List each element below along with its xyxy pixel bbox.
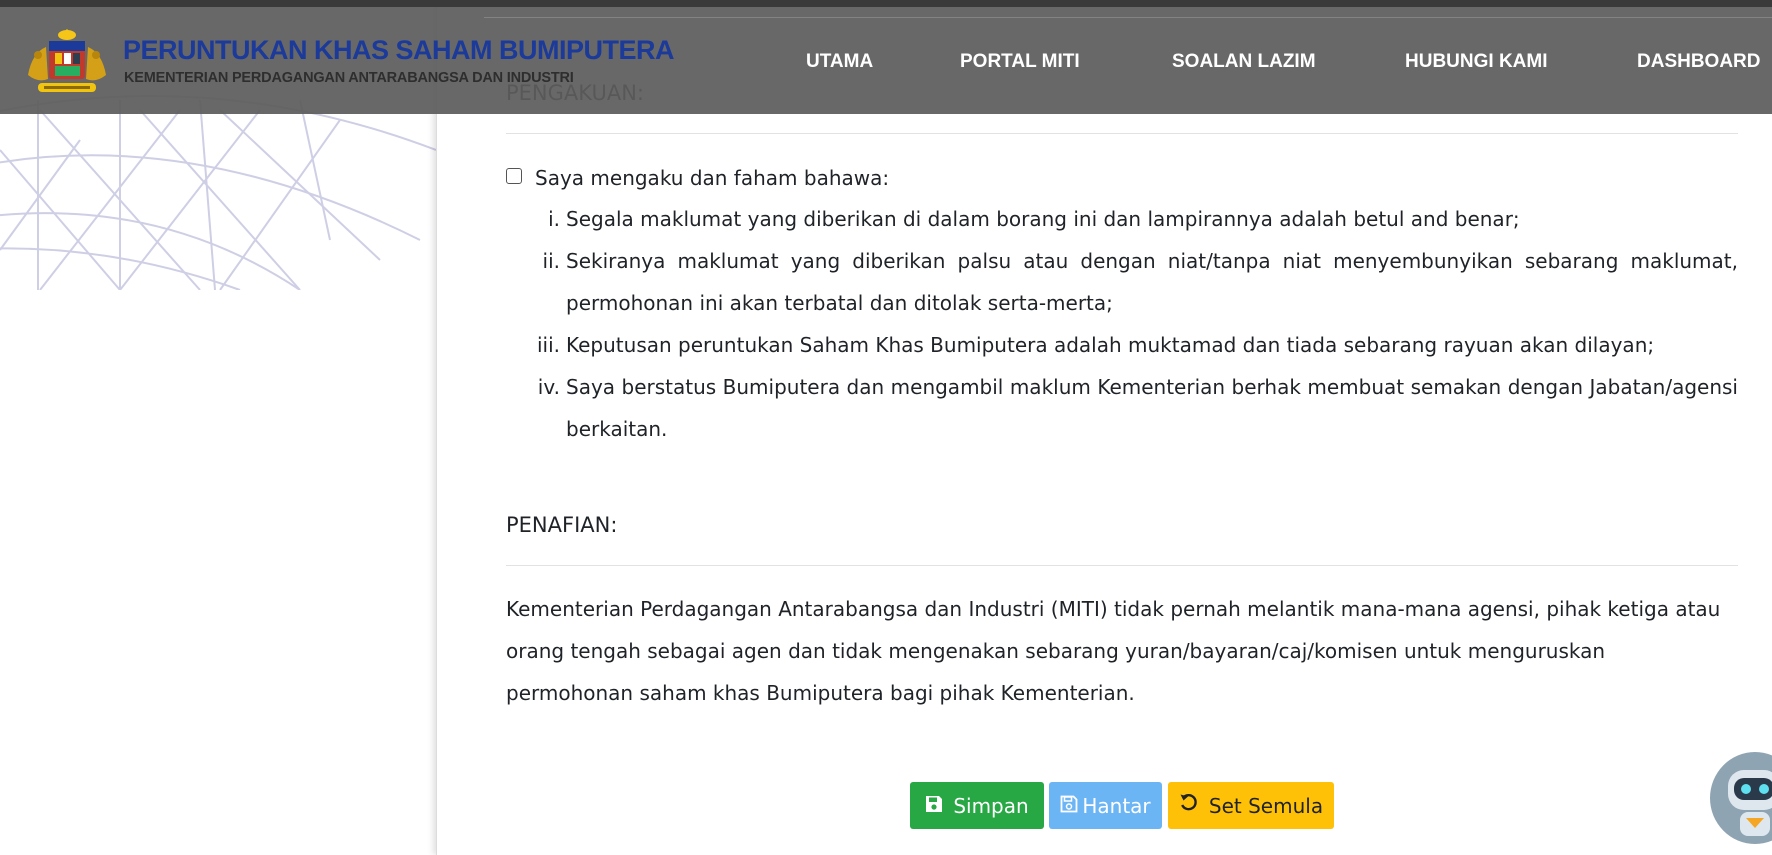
list-item-number: i. <box>548 207 560 231</box>
save-button-label: Simpan <box>953 793 1029 818</box>
list-item-text: Segala maklumat yang diberikan di dalam borang ini dan lampirannya adalah betul and benar; <box>566 207 1520 231</box>
list-item-text: Saya berstatus Bumiputera dan mengambil maklum Kementerian berhak membuat semakan dengan Jabatan/agensi berkaitan. <box>566 375 1738 441</box>
list-item <box>506 198 1738 240</box>
acknowledgement-list <box>506 198 1738 450</box>
acknowledgement-checkbox[interactable] <box>506 168 522 184</box>
save-button[interactable] <box>910 782 1044 829</box>
list-item-number: iii. <box>536 333 560 357</box>
list-item-text: Sekiranya maklumat yang diberikan palsu atau dengan niat/tanpa niat menyembunyikan sebarang maklumat, permohonan ini akan terbatal dan ditolak serta-merta; <box>566 249 1738 315</box>
nav-portal-miti[interactable]: PORTAL MITI <box>960 51 1080 72</box>
reset-button-label: Set Semula <box>1208 793 1324 818</box>
brand-title[interactable]: PERUNTUKAN KHAS SAHAM BUMIPUTERA <box>123 35 674 65</box>
submit-button[interactable] <box>1049 782 1162 829</box>
floppy-disk-icon <box>925 794 943 818</box>
nav-dashboard[interactable]: DASHBOARD <box>1637 51 1761 72</box>
disclaimer-text: Kementerian Perdagangan Antarabangsa dan Industri (MITI) tidak pernah melantik mana-mana agensi, pihak ketiga atau orang tengah sebagai agen dan tidak mengenakan sebarang yuran/bayaran/caj/komisen untuk menguruskan permohonan saham khas Bumiputera bagi pihak Kementerian. <box>506 597 1721 705</box>
nav-soalan-lazim[interactable]: SOALAN LAZIM <box>1172 51 1316 72</box>
header-divider <box>484 17 1772 18</box>
brand-subtitle: KEMENTERIAN PERDAGANGAN ANTARABANGSA DAN INDUSTRI <box>124 70 574 86</box>
background-pattern <box>0 0 436 855</box>
list-item-number: ii. <box>542 249 560 273</box>
top-strip <box>0 0 1772 7</box>
nav-hubungi-kami[interactable]: HUBUNGI KAMI <box>1405 51 1548 72</box>
acknowledgement-checkbox-row <box>506 166 889 190</box>
disclaimer-heading: PENAFIAN: <box>506 513 618 537</box>
list-item <box>506 324 1738 366</box>
submit-button-label: Hantar <box>1082 793 1151 818</box>
disclaimer-divider <box>506 565 1738 566</box>
acknowledgement-checkbox-label[interactable]: Saya mengaku dan faham bahawa: <box>535 166 890 190</box>
list-item <box>506 240 1738 324</box>
reset-button[interactable] <box>1168 782 1334 829</box>
site-header <box>0 7 1772 114</box>
list-item-text: Keputusan peruntukan Saham Khas Bumiputera adalah muktamad dan tiada sebarang rayuan akan dilayan; <box>566 333 1655 357</box>
list-item <box>506 366 1738 450</box>
acknowledgement-divider <box>506 133 1738 134</box>
floppy-outline-icon <box>1060 794 1078 818</box>
list-item-number: iv. <box>537 375 560 399</box>
main-navigation <box>0 51 1772 81</box>
undo-icon <box>1179 793 1199 818</box>
nav-utama[interactable]: UTAMA <box>806 51 874 72</box>
